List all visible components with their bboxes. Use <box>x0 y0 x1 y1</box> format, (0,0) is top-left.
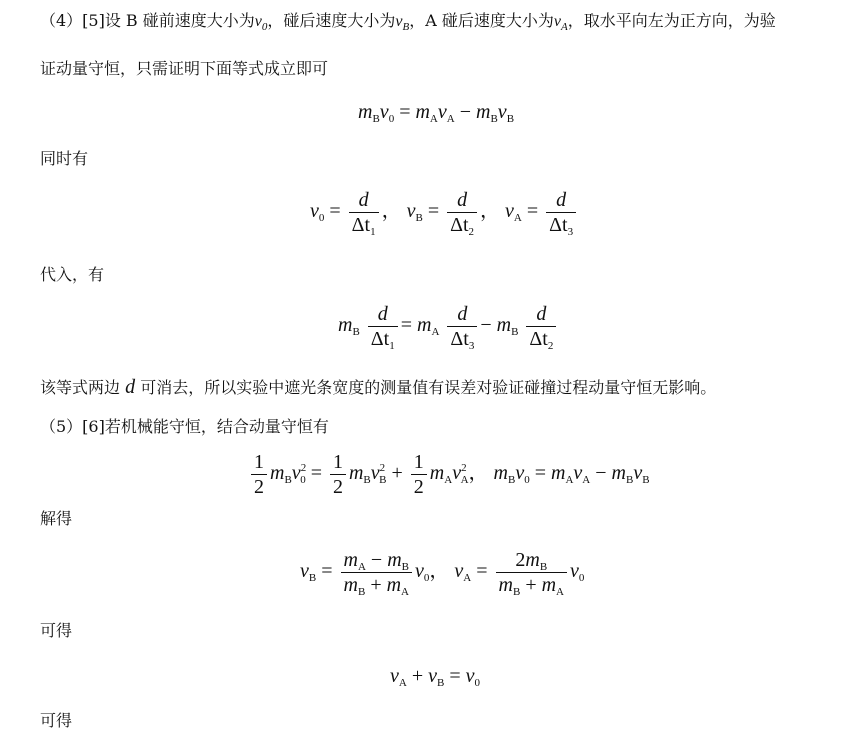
fraction-d-dt1: $\frac{d}{\Delta t_1}$ <box>349 188 379 237</box>
var-vB: $v_B$ <box>395 13 410 33</box>
equation-velocity-sum: $v_A + v_B = v_0$ <box>390 665 481 689</box>
equation-solution: $v_B$ = $\frac{m_A - m_B}{m_B + m_A}$ $v_0$， $v_A$ = $\frac{2m_B}{m_B + m_A}$ $v_0$ <box>300 549 585 598</box>
paragraph-part5-intro: （5）[6]若机械能守恒，结合动量守恒有 <box>40 417 329 436</box>
fraction-d-dt2: $\frac{d}{\Delta t_2}$ <box>526 302 556 351</box>
fraction-d-dt3: $\frac{d}{\Delta t_3}$ <box>546 188 576 237</box>
var-v0: $v_0$ <box>254 13 268 33</box>
paragraph-result-2: 可得 <box>40 711 73 730</box>
fraction-d-dt2: $\frac{d}{\Delta t_2}$ <box>447 188 477 237</box>
paragraph-also: 同时有 <box>40 149 89 168</box>
fraction-d-dt3: $\frac{d}{\Delta t_3}$ <box>447 302 477 351</box>
var-vA: $v_A$ <box>553 13 568 33</box>
equation-momentum: $m_Bv_0 = m_Av_A - m_Bv_B$ <box>358 101 515 125</box>
equation-energy-momentum: $\frac{1}{2}$ $m_Bv^2_0$ = $\frac{1}{2}$ $m_Bv^2_B$ + $\frac{1}{2}$ $m_Av^2_A$， $m_Bv_0 = m_Av_A - m_Bv_B$ <box>248 450 650 499</box>
fraction-vB: $\frac{m_A - m_B}{m_B + m_A}$ <box>341 548 412 597</box>
fraction-d-dt1: $\frac{d}{\Delta t_1}$ <box>368 302 398 351</box>
equation-velocities: $v_0$ = $\frac{d}{\Delta t_1}$ ， $v_B$ = $\frac{d}{\Delta t_2}$ ， $v_A$ = $\frac{d}{\Delta t_3}$ <box>310 188 579 237</box>
paragraph-substitute: 代入，有 <box>40 265 105 284</box>
paragraph-momentum-claim: 证动量守恒，只需证明下面等式成立即可 <box>40 59 329 78</box>
paragraph-part4-intro: （4）[5]设 B 碰前速度大小为$v_0$，碰后速度大小为$v_B$，A 碰后速度大小为$v_A$，取水平向左为正方向，为验 <box>40 11 776 33</box>
paragraph-solve: 解得 <box>40 509 73 528</box>
fraction-vA: $\frac{2m_B}{m_B + m_A}$ <box>496 548 567 597</box>
paragraph-result-1: 可得 <box>40 621 73 640</box>
equation-substituted: $m_B$ $\frac{d}{\Delta t_1}$ = $m_A$ $\frac{d}{\Delta t_3}$ − $m_B$ $\frac{d}{\Delta t_2}$ <box>338 302 559 351</box>
paragraph-d-cancels: 该等式两边 d 可消去，所以实验中遮光条宽度的测量值有误差对验证碰撞过程动量守恒无影响。 <box>40 376 717 398</box>
